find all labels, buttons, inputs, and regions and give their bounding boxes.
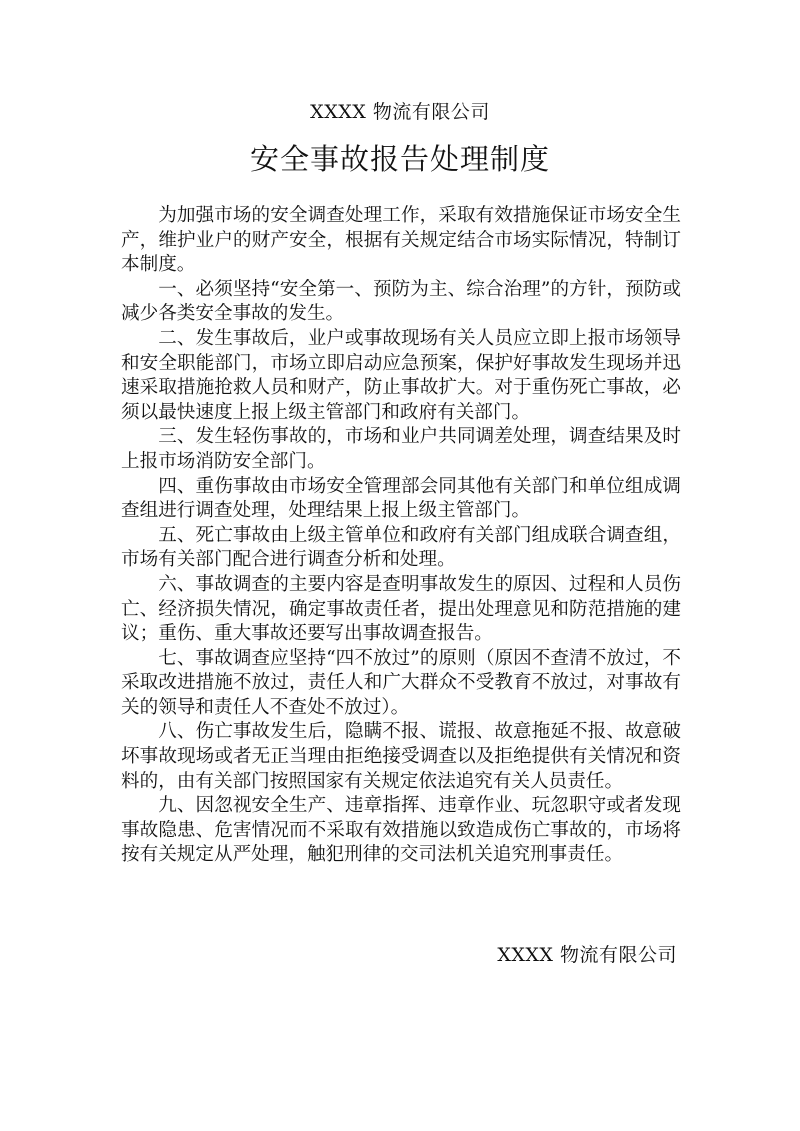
paragraph-item-2: 二、发生事故后，业户或事故现场有关人员应立即上报市场领导和安全职能部门，市场立即启动应急预案，保护好事故发生现场并迅速采取措施抢救人员和财产，防止事故扩大。对于重伤死亡事故，必须以最快速度上报上级主管部门和政府有关部门。 — [121, 327, 681, 423]
paragraph-item-3: 三、发生轻伤事故的，市场和业户共同调差处理，调查结果及时上报市场消防安全部门。 — [121, 426, 681, 472]
paragraph-item-9: 九、因忽视安全生产、违章指挥、违章作业、玩忽职守或者发现事故隐患、危害情况而不采取有效措施以致造成伤亡事故的，市场将按有关规定从严处理，触犯刑律的交司法机关追究刑事责任。 — [121, 795, 681, 866]
paragraph-item-6: 六、事故调查的主要内容是查明事故发生的原因、过程和人员伤亡、经济损失情况，确定事故责任者，提出处理意见和防范措施的建议；重伤、重大事故还要写出事故调查报告。 — [121, 573, 681, 645]
paragraph-item-4: 四、重伤事故由市场安全管理部会同其他有关部门和单位组成调查组进行调查处理，处理结果上报上级主管部门。 — [121, 475, 681, 522]
paragraph-item-1: 一、必须坚持“安全第一、预防为主、综合治理”的方针，预防或减少各类安全事故的发生。 — [121, 278, 681, 325]
company-header: XXXX 物流有限公司 — [310, 101, 490, 123]
paragraph-item-8: 八、伤亡事故发生后，隐瞒不报、谎报、故意拖延不报、故意破坏事故现场或者无正当理由拒绝接受调查以及拒绝提供有关情况和资料的，由有关部门按照国家有关规定依法追究有关人员责任。 — [121, 721, 681, 792]
paragraph-item-7: 七、事故调查应坚持“四不放过”的原则（原因不查清不放过，不采取改进措施不放过，责任人和广大群众不受教育不放过，对事故有关的领导和责任人不查处不放过）。 — [121, 647, 681, 718]
paragraph-item-5: 五、死亡事故由上级主管单位和政府有关部门组成联合调查组，市场有关部门配合进行调查分析和处理。 — [121, 524, 681, 571]
company-signature: XXXX 物流有限公司 — [497, 944, 677, 966]
paragraph-intro: 为加强市场的安全调查处理工作，采取有效措施保证市场安全生产，维护业户的财产安全，根据有关规定结合市场实际情况，特制订本制度。 — [121, 205, 681, 276]
document-body — [121, 204, 681, 868]
document-title: 安全事故报告处理制度 — [249, 142, 550, 176]
